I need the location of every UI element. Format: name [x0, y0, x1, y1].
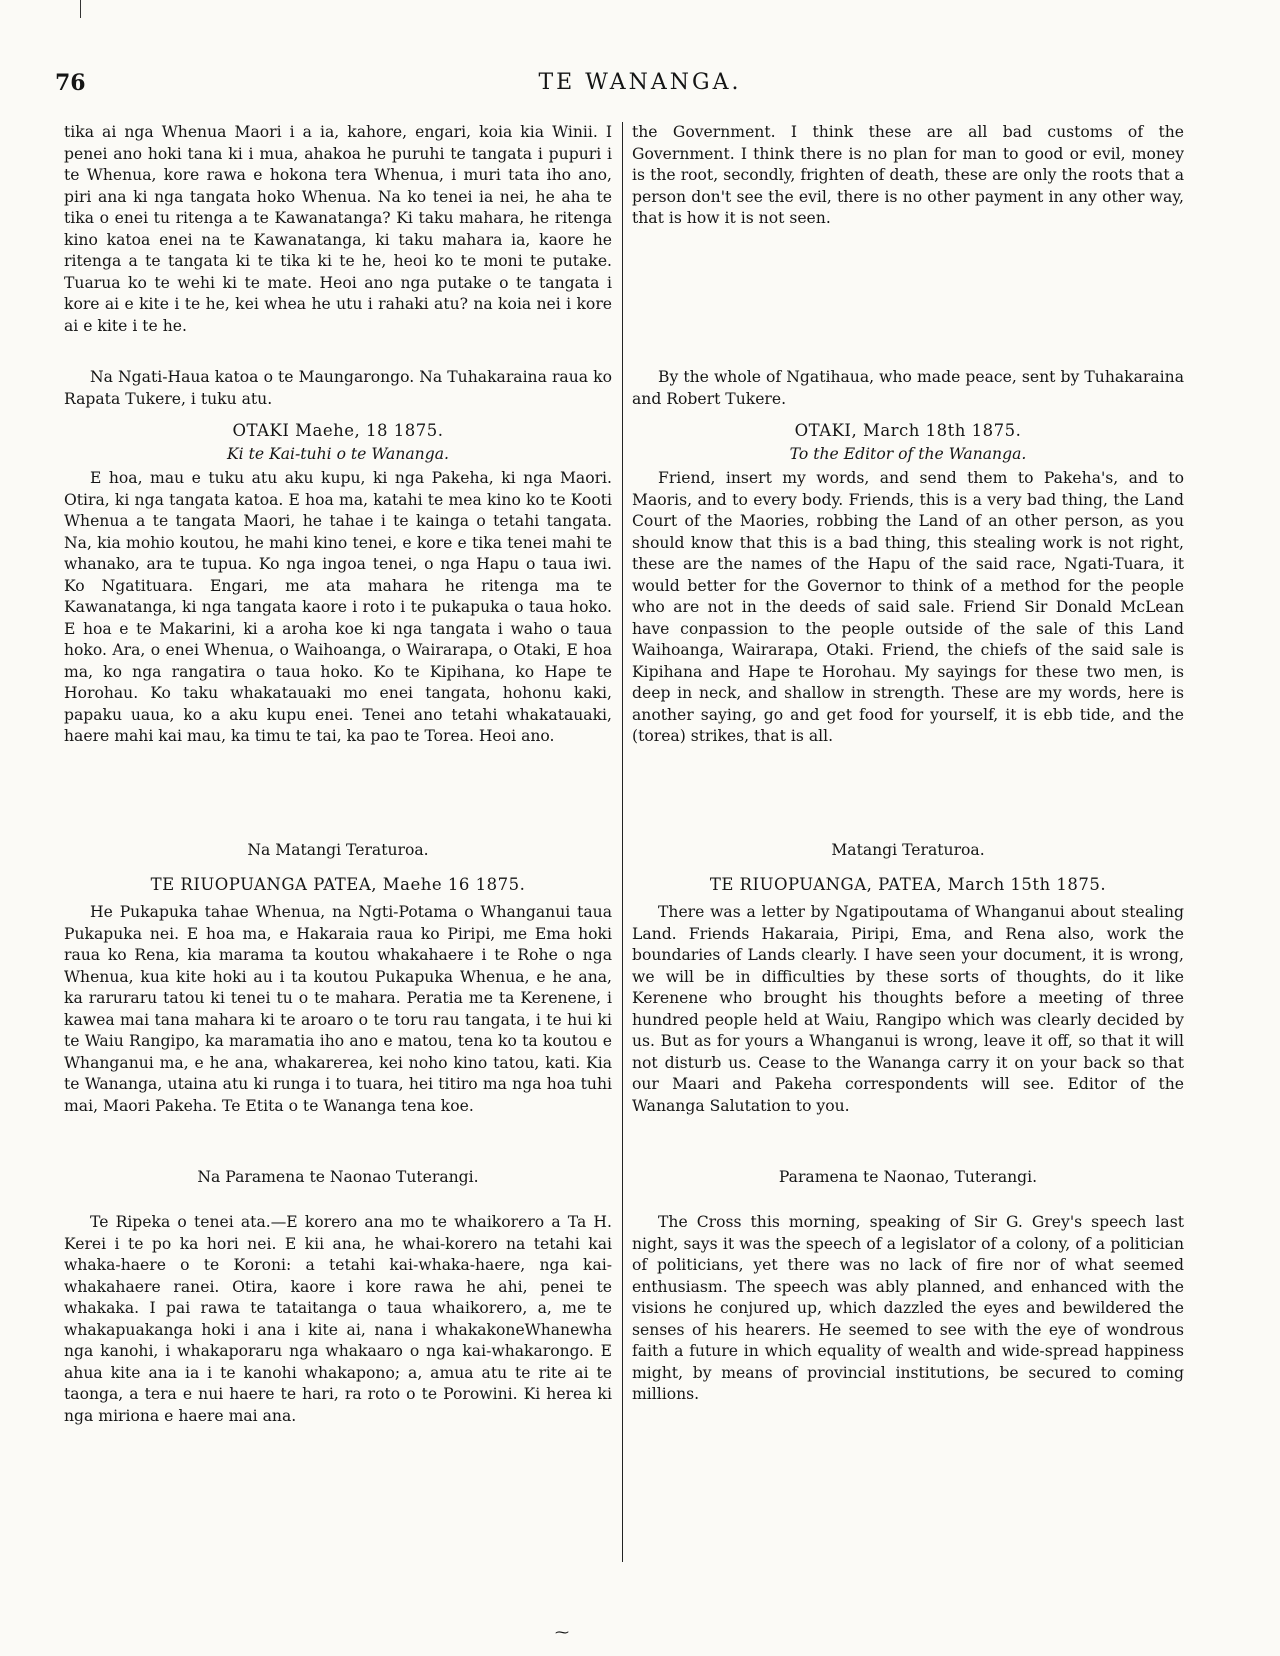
patea-heading-maori: TE RIUOPUANGA PATEA, Maehe 16 1875.	[150, 875, 526, 894]
page-header	[55, 70, 1225, 104]
patea-heading-english: TE RIUOPUANGA, PATEA, March 15th 1875.	[709, 875, 1107, 894]
otaki-heading-maori: OTAKI Maehe, 18 1875.	[232, 421, 444, 440]
letter-continuation-english: the Government. I think these are all bad customs of the Government. I think there is no plan for man to good or evil, money is the root, secondly, frighten of death, these are only the roots that a person don't see the evil, there is no other payment in any other way, that is how it is not seen.	[632, 123, 1184, 227]
letter-continuation-maori: tika ai nga Whenua Maori i a ia, kahore, engari, koia kia Winii. I penei ano hoki tana ki i mua, ahakoa he puruhi te tangata i pupuri i te Whenua, kore rawa e hokona tera Whenua, i muri tata iho ano, piri ana ki nga tangata hoko Whenua. Na ko tenei ia nei, he aha te tika o enei tu ritenga a te Kawanatanga? Ki taku mahara, he ritenga kino katoa enei na te Kawanatanga, ki taku mahara ia, kaore he ritenga a te tangata ki te tika ki te he, heoi ko te moni te putake. Tuarua ko te wehi ki te mate. Heoi ano nga putake o te tangata i kore ai e kite i te he, kei whea he utu i rahaki atu? na koia nei i kore ai e kite i te he.	[64, 123, 612, 335]
page-ink-mark: ⁓	[555, 1625, 569, 1641]
page-scratch-mark	[80, 0, 81, 18]
page-number: 76	[55, 70, 86, 96]
otaki-signature-english: Matangi Teraturoa.	[831, 841, 985, 859]
patea-letter-english: There was a letter by Ngatipoutama of Whanganui about stealing Land. Friends Hakaraia, Piripi, Ema, and Rena also, work the boundaries of Lands clearly. I have seen your document, it is wrong, we will be in difficulties by these sorts of thoughts, do it like Kerenene who brought his thoughts before a meeting of three hundred people held at Waiu, Rangipo which was clearly decided by us. But as for yours a Whanganui is wrong, leave it off, so that it will not disturb us. Cease to the Wananga carry it on your back so that our Maari and Pakeha correspondents will see. Editor of the Wananga Salutation to you.	[632, 903, 1184, 1115]
otaki-salutation-maori: Ki te Kai-tuhi o te Wananga.	[227, 445, 449, 463]
cross-article-english: The Cross this morning, speaking of Sir G. Grey's speech last night, says it was the speech of a legislator of a colony, of a politician of politicians, yet there was no lack of fire nor of what seemed enthusiasm. The speech was ably planned, and enhanced with the visions he conjured up, which dazzled the eyes and bewildered the senses of his hearers. He seemed to see with the eye of wondrous faith a future in which equality of wealth and wide-spread happiness might, by means of provincial institutions, be secured to coming millions.	[632, 1213, 1184, 1403]
otaki-letter-maori: E hoa, mau e tuku atu aku kupu, ki nga Pakeha, ki nga Maori. Otira, ki nga tangata katoa. E hoa ma, katahi te mea kino ko te Kooti Whenua a te tangata Maori, he tahae i te kainga o tetahi tangata. Na, kia mohio koutou, he mahi kino tenei, e kore e tika tenei mahi te whanako, ara te tupua. Ko nga ingoa tenei, o nga Hapu o taua iwi. Ko Ngatituara. Engari, me ata mahara he ritenga ma te Kawanatanga, ki nga tangata kaore i roto i te pukapuka o taua hoko. E hoa e te Makarini, ki a aroha koe ki nga tangata i waho o taua hoko. Ara, o enei Whenua, o Waihoanga, o Wairarapa, o Otaki, E hoa ma, ko nga rangatira o taua hoko. Ko te Kipihana, ko Hape te Horohau. Ko taku whakatauaki mo enei tangata, hohonu kaki, papaku uaua, ko a aku kupu enei. Tenei ano tetahi whakatauaki, haere mahi kai mau, ka timu te tai, ka pao te Torea. Heoi ano.	[64, 469, 612, 745]
ripeka-article-maori: Te Ripeka o tenei ata.—E korero ana mo te whaikorero a Ta H. Kerei i te po ka hori nei. E kii ana, he whai-korero na tetahi kai whaka-haere o te Koroni: a tetahi kai-whaka-haere, nga kai-whakahaere ranei. Otira, kaore i kore rawa he ahi, penei te whakaka. I pai rawa te tataitanga o taua whaikorero, a, me te whakapuakanga hoki i ana i kite ai, nana i whakakoneWhanewha nga kanohi, i whakaporaru nga whakaaro o nga kai-whakarongo. E ahua kite ana ia i te kanohi whakapono; a, amua atu te rite ai te taonga, a tera e nui haere te hari, ra roto o te Porowini. Ki herea ki nga miriona e haere mai ana.	[64, 1213, 612, 1425]
letter-signature-english: By the whole of Ngatihaua, who made peace, sent by Tuhakaraina and Robert Tukere.	[632, 368, 1184, 408]
otaki-salutation-english: To the Editor of the Wananga.	[789, 445, 1027, 463]
otaki-signature-maori: Na Matangi Teraturoa.	[247, 841, 429, 859]
patea-signature-english: Paramena te Naonao, Tuterangi.	[778, 1168, 1038, 1186]
patea-signature-maori: Na Paramena te Naonao Tuterangi.	[197, 1168, 479, 1186]
running-title: TE WANANGA.	[538, 70, 742, 95]
column-rule	[622, 122, 623, 1562]
otaki-letter-english: Friend, insert my words, and send them to Pakeha's, and to Maoris, and to every body. Friends, this is a very bad thing, the Land Court of the Maories, robbing the Land of an other person, as you should know that this is a bad thing, this stealing work is not right, these are the names of the Hapu of the said race, Ngati-Tuara, it would better for the Governor to think of a method for the people who are not in the deeds of said sale. Friend Sir Donald McLean have conpassion to the people outside of the sale of this Land Waihoanga, Wairarapa, Otaki. Friend, the chiefs of the said sale is Kipihana and Hape te Horohau. My sayings for these two men, is deep in neck, and shallow in strength. These are my words, here is another saying, go and get food for yourself, it is ebb tide, and the (torea) strikes, that is all.	[632, 469, 1184, 745]
otaki-heading-english: OTAKI, March 18th 1875.	[794, 421, 1022, 440]
letter-signature-maori: Na Ngati-Haua katoa o te Maungarongo. Na Tuhakaraina raua ko Rapata Tukere, i tuku atu.	[64, 368, 612, 408]
patea-letter-maori: He Pukapuka tahae Whenua, na Ngti-Potama o Whanganui taua Pukapuka nei. E hoa ma, e Hakaraia raua ko Piripi, me Ema hoki raua ko Rena, kia marama ta koutou whakahaere i te Rohe o nga Whenua, kua kite hoki au i ta koutou Pukapuka Whenua, e he ana, ka raruraru tatou ki tenei tu o te mahara. Peratia me ta Kerenene, i kawea mai tana mahara ki te aroaro o te toru rau tangata, i te hui ki te Waiu Rangipo, ka maramatia iho ano e matou, tena ko ta koutou e Whanganui ma, e he ana, whakarerea, kei noho kino tatou, kati. Kia te Wananga, utaina atu ki runga i to tuara, hei titiro ma nga hoa tuhi mai, Maori Pakeha. Te Etita o te Wananga tena koe.	[64, 903, 612, 1115]
